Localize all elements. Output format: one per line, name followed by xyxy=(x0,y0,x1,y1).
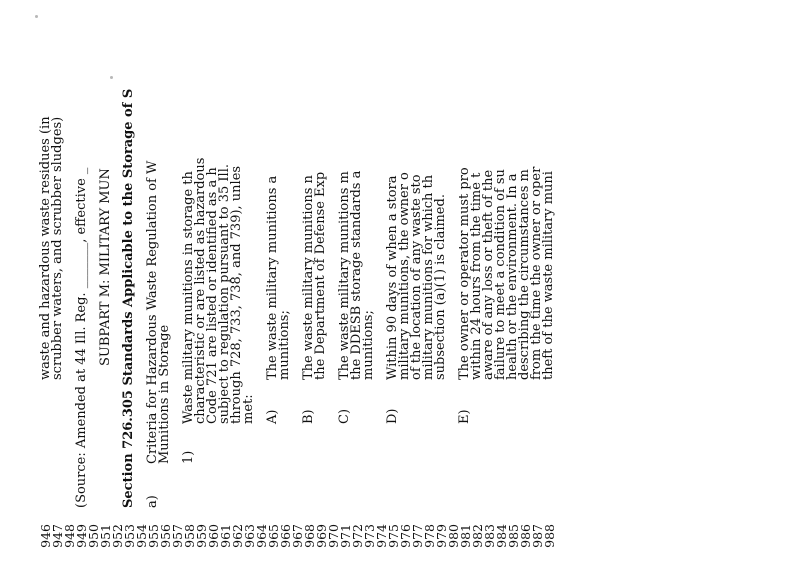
subsection-heading: Munitions in Storage xyxy=(157,324,172,464)
subpart-heading: SUBPART M: MILITARY MUN xyxy=(98,168,113,366)
body-text: Within 90 days of when a stora xyxy=(385,175,400,380)
item-label: A) xyxy=(265,409,280,424)
line-number: 955 xyxy=(146,524,161,548)
line-number: 964 xyxy=(254,524,269,548)
body-text: The owner or operator must pro xyxy=(457,167,472,380)
line-number: 979 xyxy=(434,524,449,548)
line-number: 968 xyxy=(302,524,317,548)
line-number: 977 xyxy=(410,524,425,548)
item-label: E) xyxy=(457,409,472,424)
item-label: D) xyxy=(385,408,400,424)
line-number: 966 xyxy=(278,524,293,548)
line-number: 967 xyxy=(290,524,305,548)
line-number: 962 xyxy=(230,524,245,548)
body-text: the DDESB storage standards a xyxy=(349,170,364,380)
line-number: 953 xyxy=(122,524,137,548)
body-text: Code 721 are listed or identified as a h xyxy=(205,167,220,424)
line-number: 970 xyxy=(326,524,341,548)
line-number: 984 xyxy=(494,524,509,548)
body-text: military munitions, the owner o xyxy=(397,172,412,380)
body-text: The waste military munitions a xyxy=(265,175,280,380)
line-number: 969 xyxy=(314,524,329,548)
line-number: 980 xyxy=(446,524,461,548)
source-note: (Source: Amended at 44 Ill. Reg. _______, effective _ xyxy=(74,167,89,508)
item-label: a) xyxy=(145,495,160,508)
line-number: 973 xyxy=(362,524,377,548)
body-text: munitions; xyxy=(361,310,376,380)
scan-speck xyxy=(110,76,113,79)
scan-speck xyxy=(35,15,38,18)
body-text: Waste military munitions in storage th xyxy=(181,171,196,424)
line-number: 946 xyxy=(38,524,53,548)
body-text: failure to meet a condition of su xyxy=(493,169,508,380)
line-number: 947 xyxy=(50,524,65,548)
body-text: describing the circumstances m xyxy=(517,169,532,380)
line-number: 982 xyxy=(470,524,485,548)
line-number: 987 xyxy=(530,524,545,548)
body-text: waste and hazardous waste residues (in xyxy=(38,116,53,380)
line-number: 958 xyxy=(182,524,197,548)
body-text: within 24 hours from the time t xyxy=(469,172,484,380)
line-number: 978 xyxy=(422,524,437,548)
body-text: The waste military munitions n xyxy=(301,175,316,380)
line-number: 976 xyxy=(398,524,413,548)
line-number: 986 xyxy=(518,524,533,548)
item-label: C) xyxy=(337,408,352,424)
line-number: 963 xyxy=(242,524,257,548)
line-number: 948 xyxy=(62,524,77,548)
body-text: characteristic or are listed as hazardous xyxy=(193,157,208,424)
line-number: 959 xyxy=(194,524,209,548)
line-number: 983 xyxy=(482,524,497,548)
body-text: from the time the owner or oper xyxy=(529,166,544,380)
line-number: 961 xyxy=(218,524,233,548)
body-text: subsection (a)(1) is claimed. xyxy=(433,194,448,380)
body-text: the Department of Defense Exp xyxy=(313,171,328,380)
subsection-heading: Criteria for Hazardous Waste Regulation of W xyxy=(145,160,160,464)
line-number: 956 xyxy=(158,524,173,548)
line-number: 954 xyxy=(134,524,149,548)
body-text: munitions; xyxy=(277,310,292,380)
line-number: 951 xyxy=(98,524,113,548)
line-number: 988 xyxy=(542,524,557,548)
body-text: military munitions for which th xyxy=(421,174,436,380)
item-label: B) xyxy=(301,409,316,424)
line-number: 985 xyxy=(506,524,521,548)
line-number: 965 xyxy=(266,524,281,548)
line-number: 949 xyxy=(74,524,89,548)
body-text: of the location of any waste sto xyxy=(409,174,424,380)
item-label: 1) xyxy=(181,450,196,464)
body-text: theft of the waste military muni xyxy=(541,171,556,380)
body-text: The waste military munitions m xyxy=(337,171,352,380)
line-number: 981 xyxy=(458,524,473,548)
body-text: met: xyxy=(241,394,256,424)
line-number: 960 xyxy=(206,524,221,548)
line-number: 950 xyxy=(86,524,101,548)
body-text: aware of any loss or theft of the xyxy=(481,169,496,380)
line-number: 972 xyxy=(350,524,365,548)
body-text: health or the environment. In a xyxy=(505,173,520,380)
body-text: subject to regulation pursuant to 35 Ill. xyxy=(217,163,232,424)
line-number: 974 xyxy=(374,524,389,548)
body-text: through 728, 733, 738, and 739), unles xyxy=(229,165,244,424)
body-text: scrubber waters, and scrubber sludges) xyxy=(50,116,65,380)
line-number: 957 xyxy=(170,524,185,548)
line-number: 975 xyxy=(386,524,401,548)
line-number: 952 xyxy=(110,524,125,548)
line-number: 971 xyxy=(338,524,353,548)
section-heading: Section 726.305 Standards Applicable to the Storage of S xyxy=(121,88,136,508)
